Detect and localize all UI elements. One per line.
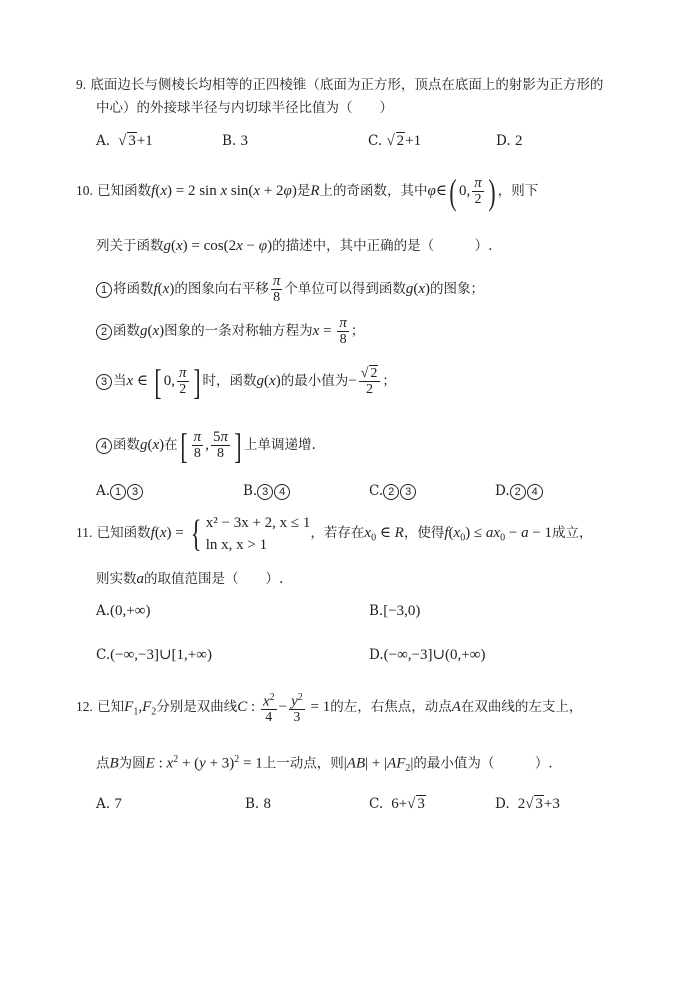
q9-number: 9. bbox=[76, 77, 87, 92]
q12-option-c-text: 6+√ 3 bbox=[387, 796, 425, 812]
q10-statement-2: 2 函数g(x)图象的一条对称轴方程为x = $\frac{\pi}{8}$ ； bbox=[96, 314, 364, 348]
q11-option-b[interactable]: B.[−3,0) bbox=[369, 603, 421, 619]
q10-statement-1: 1 将函数f(x)的图象向右平移 $\frac{\pi}{8}$ 个单位可以得到函数g(x)的图象； bbox=[96, 272, 484, 306]
q10-line2: 列关于函数g(x) = cos(2x − φ)的描述中，其中正确的是（ ）. bbox=[96, 238, 493, 254]
q12-line1: 12. 已知$F_1,F_2$分别是双曲线C : $\frac{x^2}{4}$ − $\frac{y^2}{3}$ = 1的左，右焦点，动点A在双曲线的左支上， bbox=[76, 691, 583, 726]
q9-option-a[interactable]: A. √ 3+1 bbox=[96, 133, 153, 149]
q10-statement-3: 3 当x ∈ [ 0, $\frac{\pi}{2}$ ] 时，函数g(x)的最小值为− $\frac{√ 2}{2}$ ； bbox=[96, 362, 396, 400]
q12-option-b[interactable]: B. 8 bbox=[245, 796, 272, 812]
q12-option-a[interactable]: A. 7 bbox=[96, 796, 122, 812]
q9-stem-line1: 底面边长与侧棱长均相等的正四棱锥（底面为正方形，顶点在底面上的射影为正方形的 bbox=[90, 77, 604, 93]
q9-option-d[interactable]: D. 2 bbox=[496, 133, 523, 149]
q11-option-d[interactable]: D.(−∞,−3]∪(0,+∞) bbox=[369, 647, 486, 663]
q10-option-c[interactable]: C. 2 3 bbox=[369, 481, 417, 501]
q9-option-b[interactable]: B. 3 bbox=[222, 133, 249, 149]
q9-option-c[interactable]: C. √ 2+1 bbox=[368, 133, 422, 149]
q12-line2: 点B为圆E : $x^2 + (y + 3)^2 = 1$上一动点，则$|AB| + |AF_2|$的最小值为（ ）. bbox=[96, 754, 553, 775]
q10-line1: 10. 已知函数f(x) = 2 sin x sin(x + 2φ)是R上的奇函数，其中φ∈( 0, $\frac{\pi}{2}$ ) ，则下 bbox=[76, 171, 539, 212]
q12-option-c[interactable]: C. 6+√ 3 bbox=[369, 796, 425, 812]
q10-option-b[interactable]: B. 3 4 bbox=[243, 481, 291, 501]
q10-statement-4: 4 函数g(x)在[ $\frac{\pi}{8}$ , $\frac{5\pi}{8}$ ] 上单调递增. bbox=[96, 426, 316, 464]
q9-option-a-text: √ 3+1 bbox=[118, 133, 153, 149]
q10-option-a[interactable]: A. 1 3 bbox=[96, 481, 144, 501]
q12-option-d-text: 2√ 3+3 bbox=[513, 796, 560, 812]
q10-option-d[interactable]: D. 2 4 bbox=[495, 481, 544, 501]
q11-option-c[interactable]: C.(−∞,−3]∪[1,+∞) bbox=[96, 647, 212, 663]
q9-stem-line2: 中心）的外接球半径与内切球半径比值为（ ） bbox=[96, 100, 393, 116]
q11-line1: 11. 已知函数f(x) = { x² − 3x + 2, x ≤ 1 ln x, x > 1 ，若存在$x_0$ ∈ R，使得$f(x_0) \le ax_0 - a - 1$成立， bbox=[76, 512, 593, 555]
q11-option-a[interactable]: A.(0,+∞) bbox=[96, 603, 151, 619]
q11-line2: 则实数a的取值范围是（ ）. bbox=[96, 571, 284, 587]
q12-option-d[interactable]: D. 2√ 3+3 bbox=[495, 796, 560, 812]
q9-option-c-text: √ 2+1 bbox=[386, 133, 422, 149]
q9-line1 bbox=[76, 75, 603, 95]
